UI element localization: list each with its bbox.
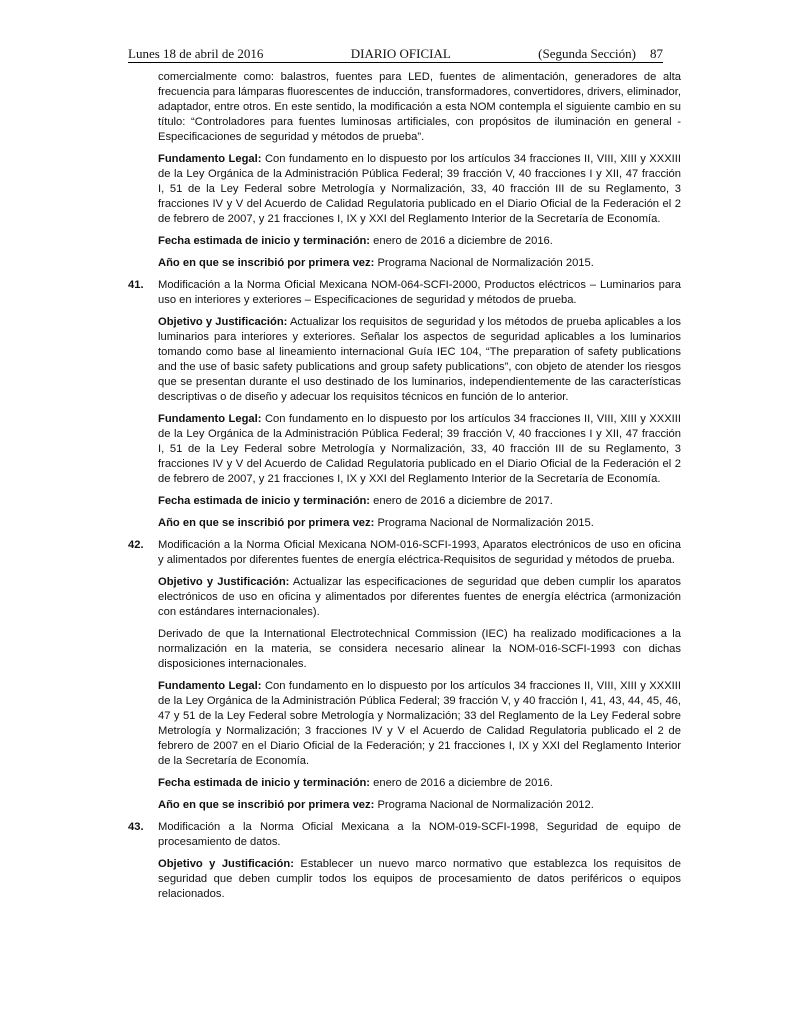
header-page-number: 87	[649, 46, 663, 61]
item43-objetivo: Objetivo y Justificación: Establecer un nuevo marco normativo que establezca los requisitos de seguridad que deben cumplir todos los equipos de procesamiento de datos periféricos o equipos relacionados.	[158, 858, 681, 900]
intro-paragraph: comercialmente como: balastros, fuentes para LED, fuentes de alimentación, generadores de alta frecuencia para lámparas fluorescentes de inducción, transformadores, convertidores, drivers, eliminador, adaptador, entre otros. En este sentido, la modificación a esta NOM contempla el siguiente cambio en su título: “Controladores para fuentes luminosas artificiales, con propósitos de iluminación en general - Especificaciones de seguridad y métodos de prueba”.	[158, 71, 681, 143]
item-number: 42.	[128, 539, 144, 551]
item-title: Modificación a la Norma Oficial Mexicana NOM-064-SCFI-2000, Productos eléctricos – Luminarios para uso en interiores y exteriores – Especificaciones de seguridad y métodos de prueba.	[158, 279, 681, 306]
list-item-41	[128, 278, 681, 308]
item-number: 43.	[128, 821, 144, 833]
header-title: DIARIO OFICIAL	[350, 46, 451, 61]
item41-fecha: Fecha estimada de inicio y terminación: enero de 2016 a diciembre de 2017.	[158, 495, 553, 507]
header-rule	[128, 62, 663, 63]
header-section: (Segunda Sección)	[538, 46, 636, 61]
item-title: Modificación a la Norma Oficial Mexicana a la NOM-019-SCFI-1998, Seguridad de equipo de procesamiento de datos.	[158, 821, 681, 848]
list-item-42	[128, 538, 681, 568]
header-date: Lunes 18 de abril de 2016	[128, 46, 264, 61]
header-right	[538, 46, 663, 62]
document-body	[128, 70, 681, 909]
item41-objetivo: Objetivo y Justificación: Actualizar los requisitos de seguridad y los métodos de prueba aplicables a los luminarios para interiores y exteriores. Señalar los aspectos de seguridad aplicables a los luminarios tomando como base al lineamiento internacional Guía IEC 104, “The preparation of safety publications and the use of basic safety publications and group safety publications”, con objeto de atender los riesgos que se presentan durante el uso destinado de los luminarios, independientemente de las características descriptivas o de diseño y adecuar los requisitos técnicos en función de lo anterior.	[158, 316, 682, 403]
item41-anio: Año en que se inscribió por primera vez: Programa Nacional de Normalización 2015.	[158, 517, 594, 529]
item42-fecha: Fecha estimada de inicio y terminación: enero de 2016 a diciembre de 2016.	[158, 777, 553, 789]
page-header	[128, 44, 663, 62]
intro-fundamento: Fundamento Legal: Con fundamento en lo dispuesto por los artículos 34 fracciones II, VIII, XIII y XXXIII de la Ley Orgánica de la Administración Pública Federal; 39 fracción V, 40 fracciones I y XII, 47 fracción I, 51 de la Ley Federal sobre Metrología y Normalización, 33, 40 fracción III de su Reglamento, 3 fracciones IV y V del Acuerdo de Calidad Regulatoria publicado en el Diario Oficial de la Federación el 2 de febrero de 2007, y 21 fracciones I, IX y XXI del Reglamento Interior de la Secretaría de Economía.	[158, 153, 682, 225]
item-number: 41.	[128, 279, 144, 291]
intro-fecha: Fecha estimada de inicio y terminación: enero de 2016 a diciembre de 2016.	[158, 235, 553, 247]
item42-fundamento: Fundamento Legal: Con fundamento en lo dispuesto por los artículos 34 fracciones II, VIII, XIII y XXXIII de la Ley Orgánica de la Administración Pública Federal; 39 fracción V, y 40 fracción I, 41, 43, 44, 45, 46, 47 y 51 de la Ley Federal sobre Metrología y Normalización; 33 del Reglamento de la Ley Federal sobre Metrología y Normalización; 3 fracciones IV y V el Acuerdo de Calidad Regulatoria publicado el 2 de febrero de 2007 en el Diario Oficial de la Federación; y 21 fracciones I, IX y XXI del Reglamento Interior de la Secretaría de Economía.	[158, 680, 682, 767]
intro-anio: Año en que se inscribió por primera vez: Programa Nacional de Normalización 2015.	[158, 257, 594, 269]
item42-objetivo: Objetivo y Justificación: Actualizar las especificaciones de seguridad que deben cumplir los aparatos electrónicos de uso en oficina y alimentados por diferentes fuentes de energía eléctrica (armonización con estándares internacionales).	[158, 576, 681, 618]
list-item-43	[128, 820, 681, 850]
item42-anio: Año en que se inscribió por primera vez: Programa Nacional de Normalización 2012.	[158, 799, 594, 811]
item42-derivado: Derivado de que la International Electrotechnical Commission (IEC) ha realizado modificaciones a la normalización en la materia, se considera necesario alinear la NOM-016-SCFI-1993 con dichas disposiciones internacionales.	[158, 628, 681, 670]
item-title: Modificación a la Norma Oficial Mexicana NOM-016-SCFI-1993, Aparatos electrónicos de uso en oficina y alimentados por diferentes fuentes de energía eléctrica-Requisitos de seguridad y métodos de prueba.	[158, 539, 681, 566]
item41-fundamento: Fundamento Legal: Con fundamento en lo dispuesto por los artículos 34 fracciones II, VIII, XIII y XXXIII de la Ley Orgánica de la Administración Pública Federal; 39 fracción V, 40 fracciones I y XII, 47 fracción I, 51 de la Ley Federal sobre Metrología y Normalización, 33, 40 fracción III de su Reglamento, 3 fracciones IV y V del Acuerdo de Calidad Regulatoria publicado en el Diario Oficial de la Federación el 2 de febrero de 2007, y 21 fracciones I, IX y XXI del Reglamento Interior de la Secretaría de Economía.	[158, 413, 682, 485]
